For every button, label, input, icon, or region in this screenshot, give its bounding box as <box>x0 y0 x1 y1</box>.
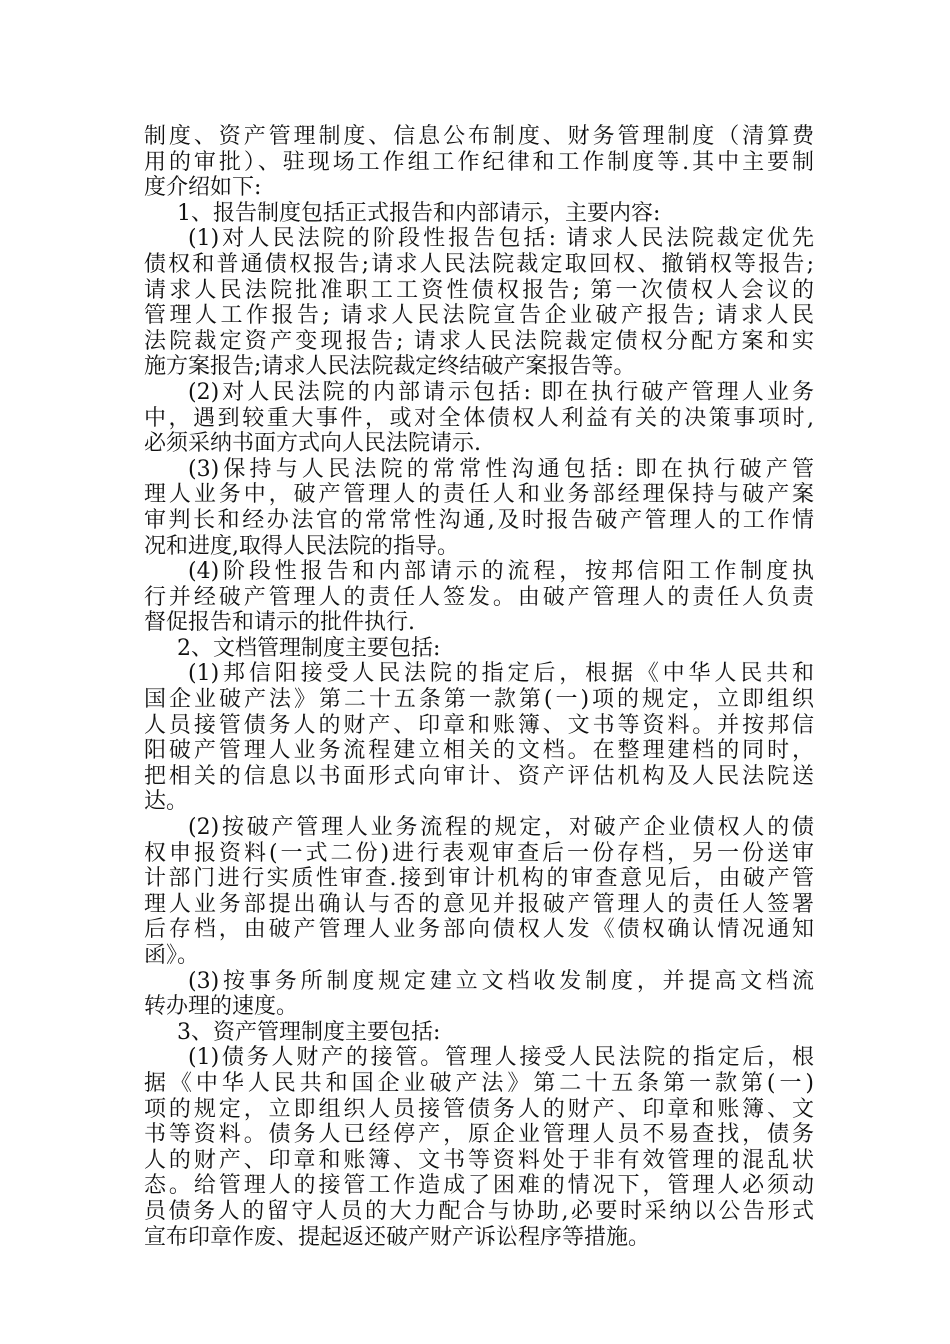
text-line: 人的财产、印章和账簿、文书等资料处于非有效管理的混乱状 <box>144 1147 814 1173</box>
text-line: 理人业务部提出确认与否的意见并报破产管理人的责任人签署 <box>144 891 814 917</box>
text-line: (2)对人民法院的内部请示包括: 即在执行破产管理人业务 <box>188 379 814 405</box>
text-line: 3、资产管理制度主要包括: <box>177 1019 441 1045</box>
text-line: 用的审批）、驻现场工作组工作纪律和工作制度等.其中主要制 <box>144 149 814 175</box>
text-line: 据《中华人民共和国企业破产法》第二十五条第一款第(一) <box>144 1070 814 1096</box>
text-line: 书等资料。债务人已经停产，原企业管理人员不易查找，债务 <box>144 1122 814 1148</box>
text-line: (3)保持与人民法院的常常性沟通包括: 即在执行破产管 <box>188 456 814 482</box>
text-line: 项的规定，立即组织人员接管债务人的财产、印章和账簿、文 <box>144 1096 814 1122</box>
text-line: 1、报告制度包括正式报告和内部请示，主要内容: <box>177 200 661 226</box>
text-line: 理人业务中，破产管理人的责任人和业务部经理保持与破产案 <box>144 482 814 508</box>
text-line: (4)阶段性报告和内部请示的流程，按邦信阳工作制度执 <box>188 559 814 585</box>
text-line: 况和进度,取得人民法院的指导。 <box>144 533 459 559</box>
document-body <box>144 124 814 1250</box>
text-line: 督促报告和请示的批件执行. <box>144 610 415 636</box>
text-line: (3)按事务所制度规定建立文档收发制度，并提高文档流 <box>188 968 814 994</box>
text-line: 态。给管理人的接管工作造成了困难的情况下，管理人必须动 <box>144 1173 814 1199</box>
text-line: 达。 <box>144 789 189 815</box>
text-line: 权申报资料(一式二份)进行表观审查后一份存档，另一份送审 <box>144 840 814 866</box>
text-line: 函》。 <box>144 943 200 968</box>
text-line: (1)对人民法院的阶段性报告包括: 请求人民法院裁定优先 <box>188 226 814 252</box>
text-line: 审判长和经办法官的常常性沟通,及时报告破产管理人的工作情 <box>144 507 814 533</box>
text-line: 2、文档管理制度主要包括: <box>177 635 441 661</box>
text-line: 行并经破产管理人的责任人签发。由破产管理人的责任人负责 <box>144 584 814 610</box>
text-line: 人员接管债务人的财产、印章和账簿、文书等资料。并按邦信 <box>144 712 814 738</box>
text-line: 债权和普通债权报告;请求人民法院裁定取回权、撤销权等报告; <box>144 251 814 277</box>
text-line: 宣布印章作废、提起返还破产财产诉讼程序等措施。 <box>144 1224 651 1250</box>
text-line: 制度、资产管理制度、信息公布制度、财务管理制度（清算费 <box>144 124 814 149</box>
text-line: 计部门进行实质性审查.接到审计机构的审查意见后，由破产管 <box>144 866 814 892</box>
text-line: 员债务人的留守人员的大力配合与协助,必要时采纳以公告形式 <box>144 1198 814 1224</box>
text-line: 国企业破产法》第二十五条第一款第(一)项的规定，立即组织 <box>144 687 814 713</box>
text-line: (1)邦信阳接受人民法院的指定后，根据《中华人民共和 <box>188 661 814 687</box>
text-line: 度介绍如下: <box>144 175 262 201</box>
text-line: 后存档，由破产管理人业务部向债权人发《债权确认情况通知 <box>144 917 814 943</box>
text-line: 把相关的信息以书面形式向审计、资产评估机构及人民法院送 <box>144 763 814 789</box>
text-line: (1)债务人财产的接管。管理人接受人民法院的指定后，根 <box>188 1045 814 1071</box>
text-line: 施方案报告;请求人民法院裁定终结破产案报告等。 <box>144 354 636 380</box>
text-line: 法院裁定资产变现报告; 请求人民法院裁定债权分配方案和实 <box>144 328 814 354</box>
text-line: 转办理的速度。 <box>144 994 299 1020</box>
text-line: 请求人民法院批准职工工资性债权报告; 第一次债权人会议的 <box>144 277 814 303</box>
text-line: 阳破产管理人业务流程建立相关的文档。在整理建档的同时， <box>144 738 814 764</box>
text-line: 必须采纳书面方式向人民法院请示. <box>144 431 481 457</box>
text-line: 中，遇到较重大事件，或对全体债权人利益有关的决策事项时, <box>144 405 814 431</box>
text-line: (2)按破产管理人业务流程的规定，对破产企业债权人的债 <box>188 815 814 841</box>
text-line: 管理人工作报告; 请求人民法院宣告企业破产报告; 请求人民 <box>144 303 814 329</box>
